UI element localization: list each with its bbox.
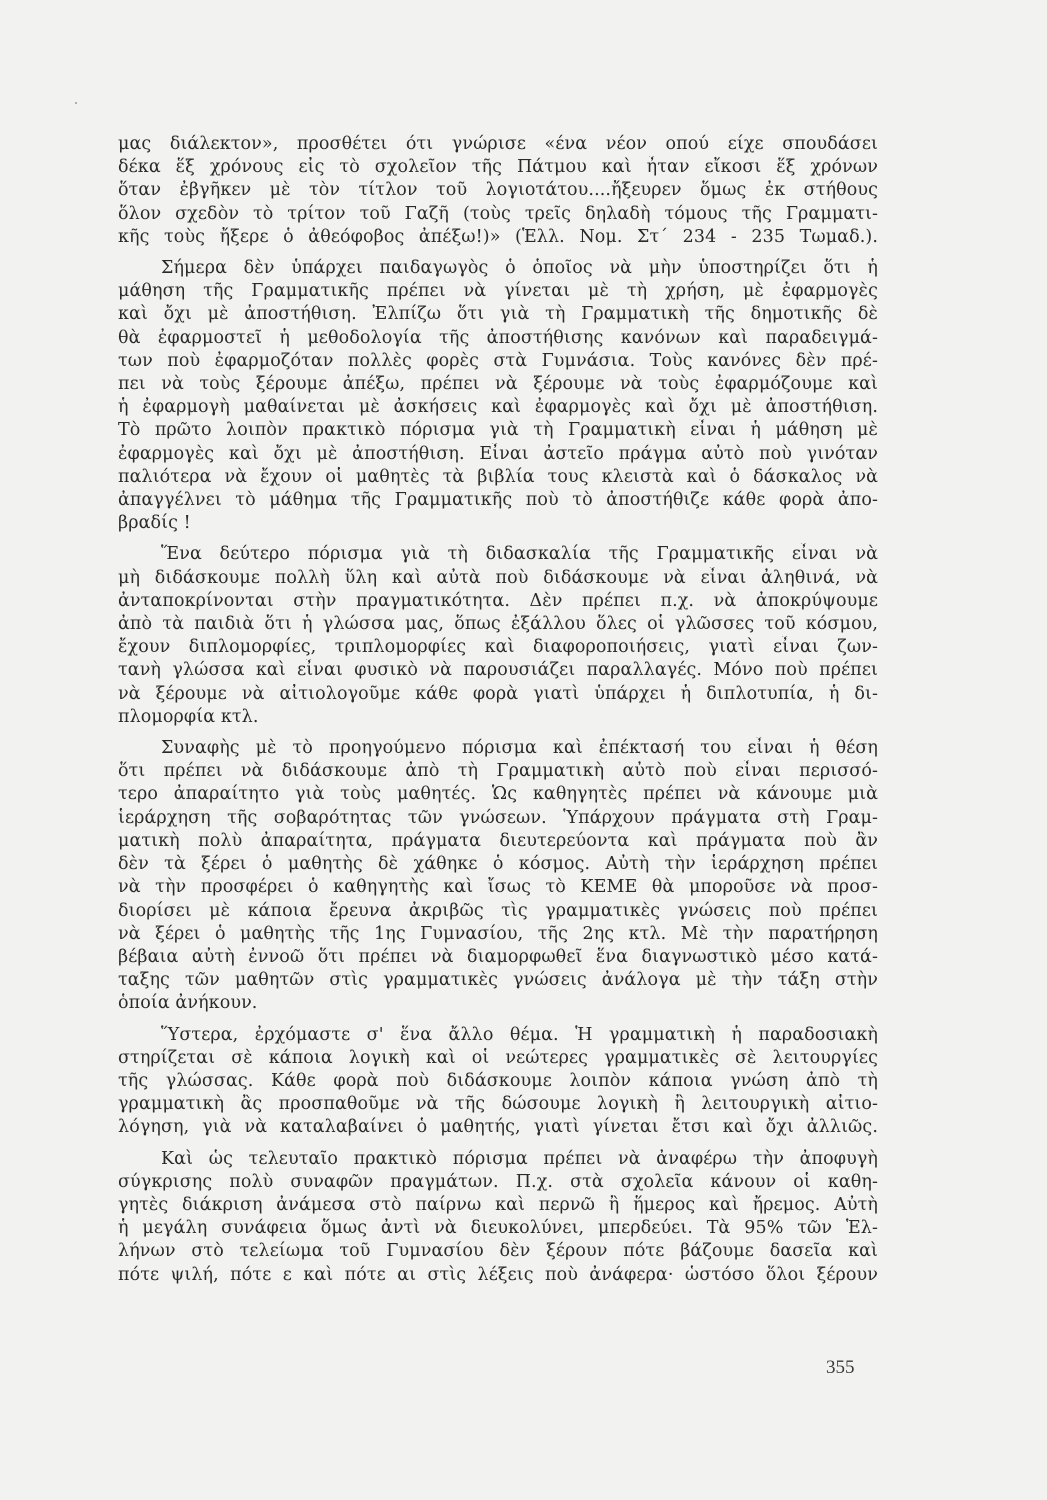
text-line: νὰ ξέρουμε νὰ αἰτιολογοῦμε κάθε φορὰ γιατὶ ὑπάρχει ἡ διπλοτυπία, ἡ δι- [118, 683, 878, 704]
text-line: των ποὺ ἐφαρμοζόταν πολλὲς φορὲς στὰ Γυμνάσια. Τοὺς κανόνες δὲν πρέ- [118, 350, 878, 371]
text-line: θὰ ἐφαρμοστεῖ ἡ μεθοδολογία τῆς ἀποστήθισης κανόνων καὶ παραδειγμά- [118, 327, 878, 348]
text-line: πλομορφία κτλ. [118, 706, 259, 727]
text-line: νὰ ξέρει ὁ μαθητὴς τῆς 1ης Γυμνασίου, τῆς 2ης κτλ. Μὲ τὴν παρατήρηση [118, 923, 878, 944]
paragraph-gap [118, 1016, 878, 1024]
paragraph-4 [118, 737, 878, 1015]
text-line: ἡ μεγάλη συνάφεια ὅμως ἀντὶ νὰ διευκολύνει, μπερδεύει. Τὰ 95% τῶν Ἑλ- [118, 1218, 878, 1239]
text-line: ἡ ἐφαρμογὴ μαθαίνεται μὲ ἀσκήσεις καὶ ἐφαρμογὲς καὶ ὄχι μὲ ἀποστήθιση. [118, 397, 878, 418]
text-line: βέβαια αὐτὴ ἐννοῶ ὅτι πρέπει νὰ διαμορφωθεῖ ἕνα διαγνωστικὸ μέσο κατά- [118, 946, 878, 967]
paragraph-1 [118, 133, 878, 249]
text-line: ἀπὸ τὰ παιδιὰ ὅτι ἡ γλώσσα μας, ὅπως ἐξάλλου ὅλες οἱ γλῶσσες τοῦ κόσμου, [118, 614, 878, 635]
text-line: παλιότερα νὰ ἔχουν οἱ μαθητὲς τὰ βιβλία τους κλειστὰ καὶ ὁ δάσκαλος νὰ [118, 466, 878, 487]
text-line: καὶ ὄχι μὲ ἀποστήθιση. Ἐλπίζω ὅτι γιὰ τὴ Γραμματικὴ τῆς δημοτικῆς δὲ [118, 304, 878, 325]
text-line: κῆς τοὺς ἤξερε ὁ ἀθεόφοβος ἀπέξω!)» (Ἑλλ. Νομ. Στ΄ 234 - 235 Τωμαδ.). [118, 226, 878, 247]
text-line: γραμματικὴ ἂς προσπαθοῦμε νὰ τῆς δώσουμε λογικὴ ἢ λειτουργικὴ αἰτιο- [118, 1094, 878, 1115]
text-line: ἀνταποκρίνονται στὴν πραγματικότητα. Δὲν πρέπει π.χ. νὰ ἀποκρύψουμε [118, 590, 878, 611]
text-line: τερο ἀπαραίτητο γιὰ τοὺς μαθητές. Ὡς καθηγητὲς πρέπει νὰ κάνουμε μιὰ [118, 784, 878, 805]
text-line: λόγηση, γιὰ νὰ καταλαβαίνει ὁ μαθητής, γιατὶ γίνεται ἔτσι καὶ ὄχι ἀλλιῶς. [118, 1117, 878, 1138]
text-line: νὰ τὴν προσφέρει ὁ καθηγητὴς καὶ ἴσως τὸ ΚΕΜΕ θὰ μποροῦσε νὰ προσ- [118, 877, 878, 898]
text-line: δέκα ἕξ χρόνους εἰς τὸ σχολεῖον τῆς Πάτμου καὶ ἦταν εἴκοσι ἕξ χρόνων [118, 157, 878, 178]
text-line: τῆς γλώσσας. Κάθε φορὰ ποὺ διδάσκουμε λοιπὸν κάποια γνώση ἀπὸ τὴ [118, 1070, 878, 1091]
paragraph-gap [118, 249, 878, 257]
text-line: Ἕνα δεύτερο πόρισμα γιὰ τὴ διδασκαλία τῆς Γραμματικῆς εἶναι νὰ [161, 544, 878, 565]
paragraph-5 [118, 1024, 878, 1140]
text-line: διορίσει μὲ κάποια ἔρευνα ἀκριβῶς τὶς γραμματικὲς γνώσεις ποὺ πρέπει [118, 900, 878, 921]
text-line: Τὸ πρῶτο λοιπὸν πρακτικὸ πόρισμα γιὰ τὴ Γραμματικὴ εἶναι ἡ μάθηση μὲ [118, 420, 878, 441]
text-line: στηρίζεται σὲ κάποια λογικὴ καὶ οἱ νεώτερες γραμματικὲς σὲ λειτουργίες [118, 1047, 878, 1068]
text-line: ἀπαγγέλνει τὸ μάθημα τῆς Γραμματικῆς ποὺ τὸ ἀποστήθιζε κάθε φορὰ ἀπο- [118, 490, 878, 511]
text-line: ταξης τῶν μαθητῶν στὶς γραμματικὲς γνώσεις ἀνάλογα μὲ τὴν τάξη στὴν [118, 970, 878, 991]
text-line: ματικὴ πολὺ ἀπαραίτητα, πράγματα διευτερεύοντα καὶ πράγματα ποὺ ἂν [118, 830, 878, 851]
page-number: 355 [826, 1357, 855, 1378]
text-line: Ὕστερα, ἐρχόμαστε σ' ἕνα ἄλλο θέμα. Ἡ γραμματικὴ ἡ παραδοσιακὴ [161, 1024, 878, 1045]
paragraph-2 [118, 257, 878, 535]
scan-speck [75, 102, 77, 104]
text-line: ὁποία ἀνήκουν. [118, 993, 258, 1014]
text-line: Σήμερα δὲν ὑπάρχει παιδαγωγὸς ὁ ὁποῖος νὰ μὴν ὑποστηρίζει ὅτι ἡ [161, 258, 878, 279]
text-line: ὅταν ἐβγῆκεν μὲ τὸν τίτλον τοῦ λογιοτάτου....ἤξευρεν ὅμως ἐκ στήθους [118, 180, 878, 201]
text-line: ἱεράρχηση τῆς σοβαρότητας τῶν γνώσεων. Ὑπάρχουν πράγματα στὴ Γραμ- [118, 807, 878, 828]
text-line: ἔχουν διπλομορφίες, τριπλομορφίες καὶ διαφοροποιήσεις, γιατὶ εἶναι ζων- [118, 637, 878, 658]
text-line: Καὶ ὡς τελευταῖο πρακτικὸ πόρισμα πρέπει νὰ ἀναφέρω τὴν ἀποφυγὴ [161, 1148, 878, 1169]
text-line: πει νὰ τοὺς ξέρουμε ἀπέξω, πρέπει νὰ ξέρουμε νὰ τοὺς ἐφαρμόζουμε καὶ [118, 374, 878, 395]
paragraph-3 [118, 543, 878, 729]
text-line: ὅτι πρέπει νὰ διδάσκουμε ἀπὸ τὴ Γραμματικὴ αὐτὸ ποὺ εἶναι περισσό- [118, 761, 878, 782]
text-line: Συναφὴς μὲ τὸ προηγούμενο πόρισμα καὶ ἐπέκτασή του εἶναι ἡ θέση [161, 738, 878, 759]
text-line: βραδίς ! [118, 513, 191, 534]
paragraph-gap [118, 729, 878, 737]
text-line: δὲν τὰ ξέρει ὁ μαθητὴς δὲ χάθηκε ὁ κόσμος. Αὐτὴ τὴν ἱεράρχηση πρέπει [118, 854, 878, 875]
text-line: μὴ διδάσκουμε πολλὴ ὕλη καὶ αὐτὰ ποὺ διδάσκουμε νὰ εἶναι ἀληθινά, νὰ [118, 567, 878, 588]
text-line: γητὲς διάκριση ἀνάμεσα στὸ παίρνω καὶ περνῶ ἢ ἥμερος καὶ ἤρεμος. Αὐτὴ [118, 1194, 878, 1215]
text-line: πότε ψιλή, πότε ε καὶ πότε αι στὶς λέξεις ποὺ ἀνάφερα· ὡστόσο ὅλοι ξέρουν [118, 1264, 878, 1285]
paragraph-6 [118, 1148, 878, 1287]
body-text [118, 133, 878, 1287]
text-line: τανὴ γλώσσα καὶ εἶναι φυσικὸ νὰ παρουσιάζει παραλλαγές. Μόνο ποὺ πρέπει [118, 660, 878, 681]
text-line: μας διάλεκτον», προσθέτει ότι γνώρισε «ένα νέον οπού είχε σπουδάσει [118, 134, 878, 154]
text-line: μάθηση τῆς Γραμματικῆς πρέπει νὰ γίνεται μὲ τὴ χρήση, μὲ ἐφαρμογὲς [118, 281, 878, 302]
text-line: λήνων στὸ τελείωμα τοῦ Γυμνασίου δὲν ξέρουν πότε βάζουμε δασεῖα καὶ [118, 1241, 878, 1262]
text-line: ὅλον σχεδὸν τὸ τρίτον τοῦ Γαζῆ (τοὺς τρεῖς δηλαδὴ τόμους τῆς Γραμματι- [118, 203, 878, 224]
paragraph-gap [118, 1140, 878, 1148]
text-line: ἐφαρμογὲς καὶ ὄχι μὲ ἀποστήθιση. Εἶναι ἀστεῖο πράγμα αὐτὸ ποὺ γινόταν [118, 443, 878, 464]
text-line: σύγκρισης πολὺ συναφῶν πραγμάτων. Π.χ. στὰ σχολεῖα κάνουν οἱ καθη- [118, 1171, 878, 1192]
paragraph-gap [118, 535, 878, 543]
